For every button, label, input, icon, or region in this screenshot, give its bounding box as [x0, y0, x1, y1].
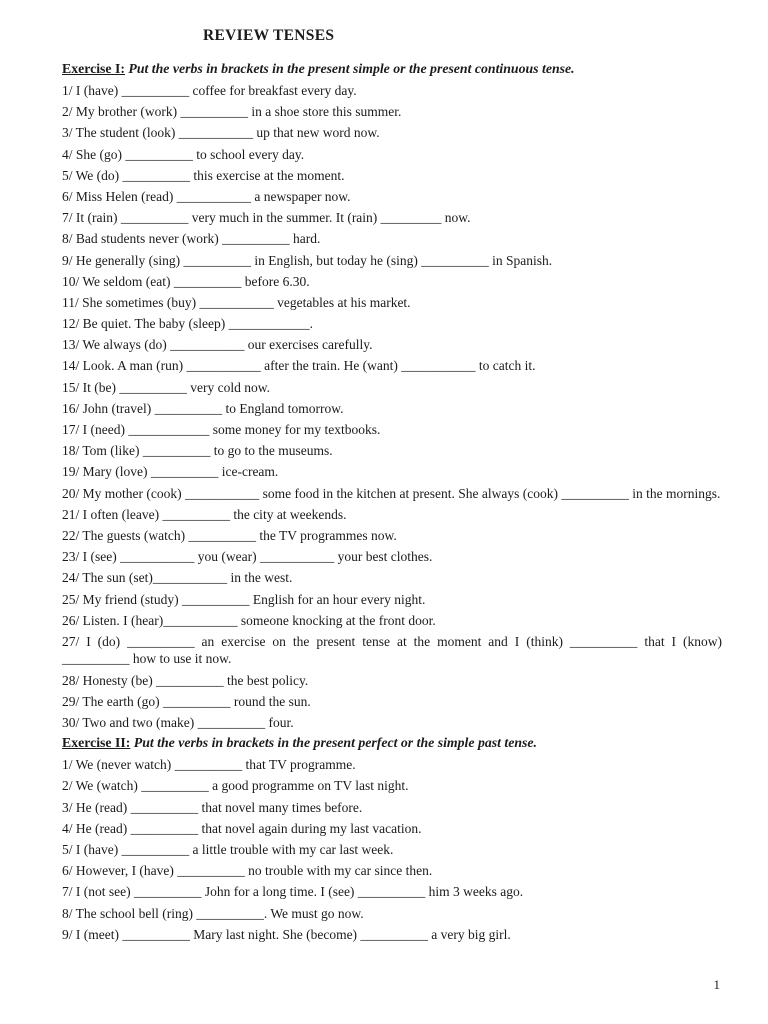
exercise-item: 24/ The sun (set)___________ in the west. [62, 570, 293, 586]
exercise-item: 4/ He (read) __________ that novel again during my last vacation. [62, 820, 422, 836]
exercise-item: 20/ My mother (cook) ___________ some food in the kitchen at present. She always (cook) __________ in the mornings. [62, 485, 721, 501]
exercise-item: 29/ The earth (go) __________ round the sun. [62, 693, 311, 709]
exercise-item: 4/ She (go) __________ to school every day. [62, 146, 305, 162]
exercise-item: 19/ Mary (love) __________ ice-cream. [62, 464, 279, 480]
exercise-item: 7/ It (rain) __________ very much in the summer. It (rain) _________ now. [62, 210, 471, 226]
page-number: 1 [713, 977, 720, 992]
exercise-item: 15/ It (be) __________ very cold now. [62, 379, 270, 395]
exercise-item: 9/ I (meet) __________ Mary last night. She (become) __________ a very big girl. [62, 926, 511, 942]
exercise-item: 21/ I often (leave) __________ the city at weekends. [62, 506, 347, 522]
exercise-item: 10/ We seldom (eat) __________ before 6.30. [62, 273, 310, 289]
exercise-item: 6/ Miss Helen (read) ___________ a newspaper now. [62, 188, 351, 204]
exercise-item: 25/ My friend (study) __________ English for an hour every night. [62, 591, 426, 607]
exercise-item: 2/ My brother (work) __________ in a shoe store this summer. [62, 104, 402, 120]
page-title: REVIEW TENSES [203, 27, 335, 44]
exercise-item: 22/ The guests (watch) __________ the TV programmes now. [62, 527, 397, 543]
exercise2-label: Exercise II: [62, 735, 131, 751]
exercise-item: 17/ I (need) ____________ some money for my textbooks. [62, 422, 381, 437]
exercise-item: 6/ However, I (have) __________ no trouble with my car since then. [62, 863, 433, 879]
exercise-item: 18/ Tom (like) __________ to go to the museums. [62, 443, 333, 459]
exercise1-label: Exercise I: [62, 61, 125, 76]
exercise-item: 9/ He generally (sing) __________ in English, but today he (sing) __________ in Spanish. [62, 252, 553, 268]
exercise-item: 27/ I (do) __________ an exercise on the present tense at the moment and I (think) __________ that I (know) __________ how to use it now. [62, 633, 722, 667]
exercise-item: 12/ Be quiet. The baby (sleep) ____________. [62, 316, 313, 332]
exercise2-heading [62, 735, 722, 751]
exercise-item: 16/ John (travel) __________ to England tomorrow. [62, 400, 344, 416]
exercise1-heading [62, 61, 722, 77]
exercise-item: 7/ I (not see) __________ John for a long time. I (see) __________ him 3 weeks ago. [62, 884, 524, 900]
exercise-item: 14/ Look. A man (run) ___________ after the train. He (want) ___________ to catch it. [62, 358, 536, 374]
exercise-item: 28/ Honesty (be) __________ the best policy. [62, 672, 309, 688]
exercise-item: 30/ Two and two (make) __________ four. [62, 715, 294, 731]
exercise-item: 1/ We (never watch) __________ that TV programme. [62, 757, 356, 773]
exercise-item: 26/ Listen. I (hear)___________ someone knocking at the front door. [62, 612, 436, 628]
exercise-item: 5/ I (have) __________ a little trouble with my car last week. [62, 841, 394, 857]
exercise-item: 5/ We (do) __________ this exercise at the moment. [62, 167, 345, 183]
exercise-item: 3/ The student (look) ___________ up that new word now. [62, 125, 380, 141]
exercise-item: 13/ We always (do) ___________ our exercises carefully. [62, 337, 373, 353]
exercise-item: 2/ We (watch) __________ a good programme on TV last night. [62, 778, 409, 794]
exercise2-instruction: Put the verbs in brackets in the present perfect or the simple past tense. [133, 735, 537, 751]
exercise-item: 3/ He (read) __________ that novel many times before. [62, 799, 363, 815]
exercise-item: 11/ She sometimes (buy) ___________ vegetables at his market. [62, 294, 411, 310]
exercise-item: 23/ I (see) ___________ you (wear) ___________ your best clothes. [62, 549, 433, 565]
exercise-item: 8/ Bad students never (work) __________ hard. [62, 231, 321, 247]
exercise-item: 1/ I (have) __________ coffee for breakfast every day. [62, 83, 357, 98]
exercise-item: 8/ The school bell (ring) __________. We must go now. [62, 905, 364, 921]
exercise1-instruction: Put the verbs in brackets in the present simple or the present continuous tense. [128, 61, 575, 76]
